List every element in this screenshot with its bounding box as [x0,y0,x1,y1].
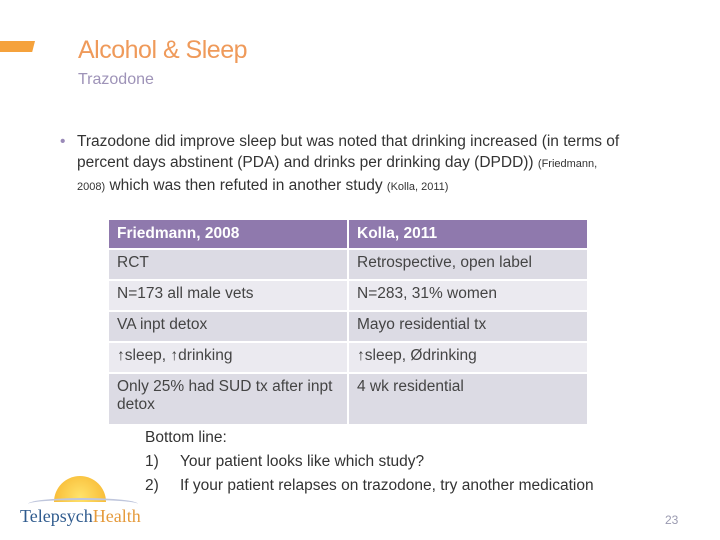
list-text: If your patient relapses on trazodone, try another medication [180,477,594,494]
list-number: 2) [145,477,159,494]
table-cell: ↑sleep, Ødrinking [348,342,588,373]
list-text: Your patient looks like which study? [180,453,425,470]
table-cell: Retrospective, open label [348,249,588,280]
logo-text-part1: Telepsych [20,506,93,526]
bullet-text: Trazodone did improve sleep but was noted that drinking increased (in terms of percent days abstinent (PDA) and drinks per drinking day (DPDD)) [77,133,620,171]
table-cell: Mayo residential tx [348,311,588,342]
table-cell: VA inpt detox [108,311,348,342]
bottom-line [145,426,594,498]
table-row [108,311,588,342]
list-item [145,474,594,498]
citation: (Kolla, 2011) [386,181,449,193]
bottom-line-heading: Bottom line: [145,429,227,446]
table-header-row [108,219,588,249]
title-accent-bar [0,41,35,52]
telepsychhealth-logo [20,476,145,526]
bullet-icon: • [60,133,66,150]
logo-text-part2: Health [92,506,141,526]
page-number: 23 [665,513,679,527]
list-number: 1) [145,453,159,470]
citation: (Friedmann, 2008) [77,158,598,193]
table-row [108,249,588,280]
slide-subtitle: Trazodone [78,71,154,88]
table-cell: 4 wk residential [348,373,588,425]
list-item [145,450,594,474]
table-header: Kolla, 2011 [348,219,588,249]
table-cell: N=283, 31% women [348,280,588,311]
table-cell: Only 25% had SUD tx after inpt detox [108,373,348,425]
table-header: Friedmann, 2008 [108,219,348,249]
table-cell: N=173 all male vets [108,280,348,311]
comparison-table [107,218,589,426]
table-row [108,342,588,373]
table-cell: ↑sleep, ↑drinking [108,342,348,373]
table-row [108,280,588,311]
bullet-text: which was then refuted in another study [109,177,383,194]
table-row [108,373,588,425]
bullet-point [60,131,620,198]
table-cell: RCT [108,249,348,280]
slide-title: Alcohol & Sleep [78,36,248,64]
logo-text [20,506,141,527]
